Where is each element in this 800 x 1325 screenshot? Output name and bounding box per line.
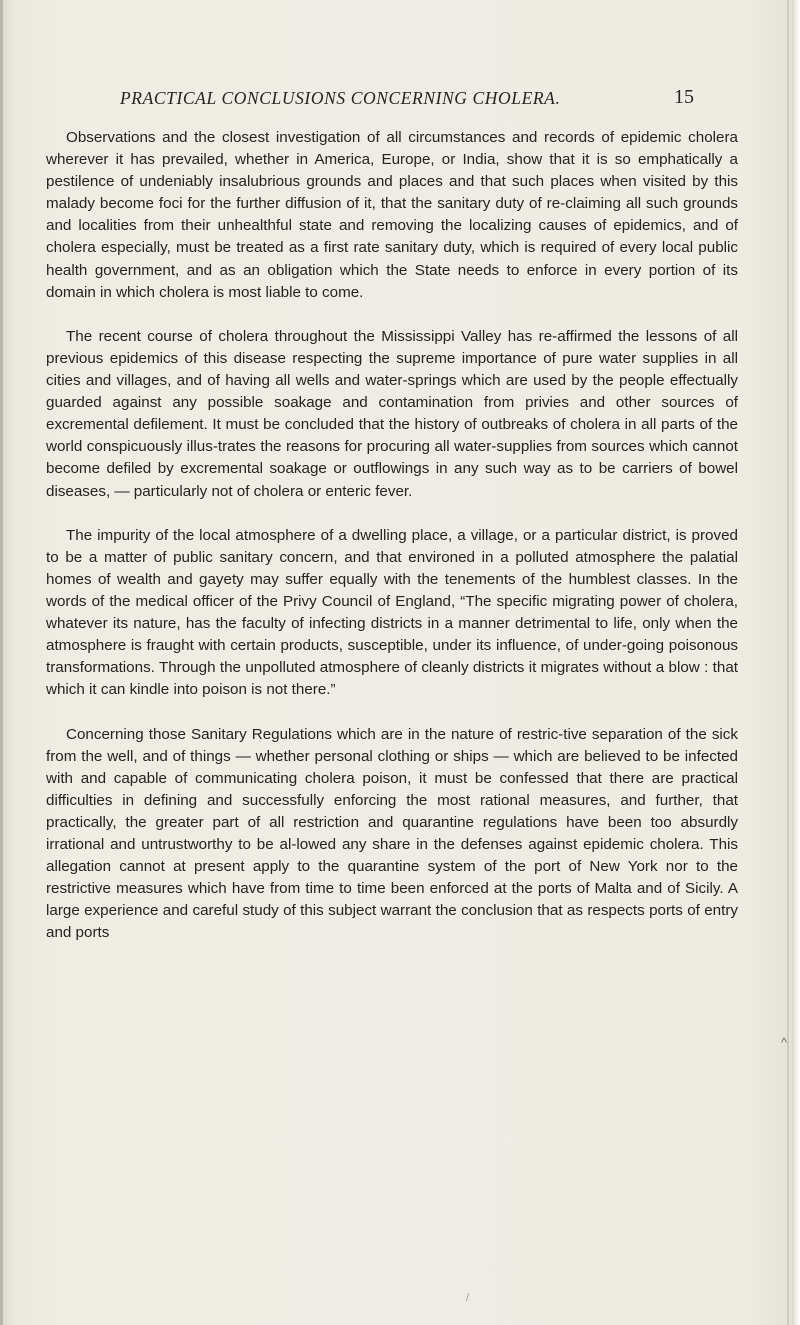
margin-caret-mark: ^ [781, 1035, 788, 1050]
page-header [120, 88, 700, 116]
body-text [46, 127, 738, 967]
page-right-line [787, 0, 789, 1325]
paragraph-sanitary-regulations: Concerning those Sanitary Regulations which are in the nature of restric-tive separation of the sick from the well, and of things — whether personal clothing or ships — which are believed to be infected with and capable of communicating cholera poison, it must be confessed that there are practical difficulties in defining and successfully enforcing the most rational measures, and further, that practically, the greater part of all restriction and quarantine regulations have been too absurdly irrational and untrustworthy to be al-lowed any share in the defenses against epidemic cholera. This allegation cannot at present apply to the quarantine system of the port of New York nor to the restrictive measures which have from time to time been enforced at the ports of Malta and of Sicily. A large experience and careful study of this subject warrant the conclusion that as respects ports of entry and ports [46, 725, 738, 942]
foot-mark: / [466, 1292, 470, 1304]
running-title: PRACTICAL CONCLUSIONS CONCERNING CHOLERA. [120, 88, 561, 108]
page-left-edge [0, 0, 3, 1325]
paragraph-observations: Observations and the closest investigation of all circumstances and records of epidemic cholera wherever it has prevailed, whether in America, Europe, or India, show that it is so emphatically a pestilence of undeniably insalubrious grounds and places and that such places when visited by this malady become foci for the further diffusion of it, that the sanitary duty of re-claiming all such grounds and localities from their unhealthful state and removing the localizing causes of epidemics, and of cholera especially, must be treated as a first rate sanitary duty, which is required of every local public health government, and as an obligation which the State needs to enforce in every portion of its domain in which cholera is most liable to come. [46, 129, 738, 301]
page-right-edge [792, 0, 800, 1325]
page-number: 15 [674, 86, 694, 108]
paragraph-atmosphere: The impurity of the local atmosphere of a dwelling place, a village, or a particular district, is proved to be a matter of public sanitary concern, and that environed in a polluted atmosphere the palatial homes of wealth and gayety may suffer equally with the tenements of the humblest classes. In the words of the medical officer of the Privy Council of England, “The specific migrating power of cholera, whatever its nature, has the faculty of infecting districts in a manner detrimental to life, only when the atmosphere is fraught with certain products, susceptible, under its influence, of under-going poisonous transformations. Through the unpolluted atmosphere of cleanly districts it migrates without a blow : that which it can kindle into poison is not there.” [46, 526, 738, 699]
paragraph-mississippi-valley: The recent course of cholera throughout the Mississippi Valley has re-affirmed the lessons of all previous epidemics of this disease respecting the supreme importance of pure water supplies in all cities and villages, and of having all wells and water-springs which are used by the people effectually guarded against any possible soakage and contamination from privies and other sources of excremental defilement. It must be concluded that the history of outbreaks of cholera in all parts of the world conspicuously illus-trates the reasons for procuring all water-supplies from sources which cannot become defiled by excremental soakage or outflowings in any such way as to be carriers of bowel diseases, — particularly not of cholera or enteric fever. [46, 327, 738, 500]
